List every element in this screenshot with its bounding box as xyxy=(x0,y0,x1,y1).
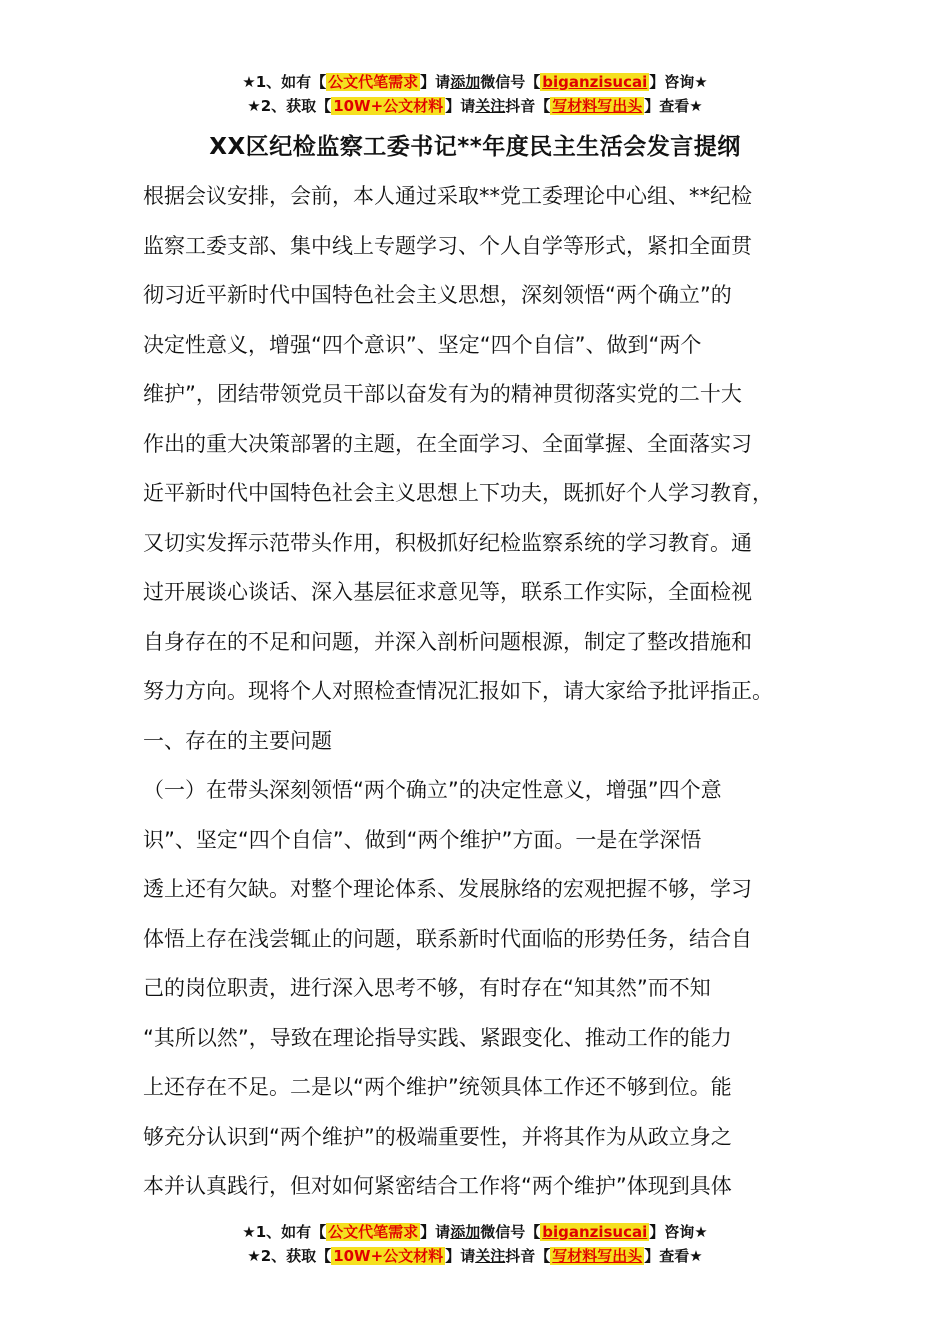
body-line: 本并认真践行，但对如何紧密结合工作将“两个维护”体现到具体 xyxy=(143,1174,732,1198)
promo-text: ★1、如有【 xyxy=(242,1223,327,1241)
body-line: 够充分认识到“两个维护”的极端重要性，并将其作为从政立身之 xyxy=(143,1124,732,1149)
document-title: XX区纪检监察工委书记**年度民主生活会发言提纲 xyxy=(209,134,741,160)
body-line: “其所以然”，导致在理论指导实践、紧跟变化、推动工作的能力 xyxy=(143,1025,732,1050)
promo-text: 】请 xyxy=(445,97,476,115)
body-line: 维护”，团结带领党员干部以奋发有为的精神贯彻落实党的二十大 xyxy=(143,382,742,406)
promo-text: ★2、获取【 xyxy=(247,1247,332,1265)
douyin-id-highlight: 写材料写出头 xyxy=(552,1247,643,1265)
promo-text: 】查看★ xyxy=(644,97,703,115)
promo-highlight: 10W+公文材料 xyxy=(333,97,444,115)
body-line: 近平新时代中国特色社会主义思想上下功夫，既抓好个人学习教育， xyxy=(143,481,773,505)
promo-line-1 xyxy=(0,70,950,94)
promo-underlined: 关注 xyxy=(475,1247,506,1265)
body-line: 上还存在不足。二是以“两个维护”统领具体工作还不够到位。能 xyxy=(143,1075,732,1099)
promo-text: 】查看★ xyxy=(644,1247,703,1265)
promo-banner-bottom xyxy=(0,1220,950,1268)
wechat-id-highlight: biganzisucai xyxy=(542,73,648,91)
douyin-id-highlight: 写材料写出头 xyxy=(552,97,643,115)
body-line: 透上还有欠缺。对整个理论体系、发展脉络的宏观把握不够，学习 xyxy=(143,877,752,901)
body-line: 过开展谈心谈话、深入基层征求意见等，联系工作实际，全面检视 xyxy=(143,580,752,604)
promo-line-1 xyxy=(0,1220,950,1244)
promo-text: ★2、获取【 xyxy=(247,97,332,115)
promo-text: 】请 xyxy=(445,1247,476,1265)
body-line: 又切实发挥示范带头作用，积极抓好纪检监察系统的学习教育。通 xyxy=(143,530,752,555)
wechat-id-highlight: biganzisucai xyxy=(542,1223,648,1241)
document-body xyxy=(143,172,833,1212)
promo-text: 微信号【 xyxy=(480,73,541,91)
promo-text: 】咨询★ xyxy=(649,1223,708,1241)
body-line: （一）在带头深刻领悟“两个确立”的决定性意义，增强”四个意 xyxy=(143,778,722,802)
body-line: 监察工委支部、集中线上专题学习、个人自学等形式，紧扣全面贯 xyxy=(143,233,752,258)
body-line: 体悟上存在浅尝辄止的问题，联系新时代面临的形势任务，结合自 xyxy=(143,926,752,951)
body-line: 努力方向。现将个人对照检查情况汇报如下，请大家给予批评指正。 xyxy=(143,679,773,703)
promo-text: 】请 xyxy=(420,73,451,91)
promo-highlight: 10W+公文材料 xyxy=(333,1247,444,1265)
body-line: 作出的重大决策部署的主题，在全面学习、全面掌握、全面落实习 xyxy=(143,431,752,456)
body-line: 根据会议安排，会前，本人通过采取**党工委理论中心组、**纪检 xyxy=(143,184,752,208)
promo-text: 抖音【 xyxy=(505,97,551,115)
body-line: 自身存在的不足和问题，并深入剖析问题根源，制定了整改措施和 xyxy=(143,629,752,654)
body-line: 决定性意义，增强“四个意识”、坚定“四个自信”、做到“两个 xyxy=(143,332,702,357)
promo-underlined: 添加 xyxy=(450,73,481,91)
promo-underlined: 添加 xyxy=(450,1223,481,1241)
promo-text: 】请 xyxy=(420,1223,451,1241)
promo-text: ★1、如有【 xyxy=(242,73,327,91)
promo-underlined: 关注 xyxy=(475,97,506,115)
promo-highlight: 公文代笔需求 xyxy=(328,73,419,91)
promo-highlight: 公文代笔需求 xyxy=(328,1223,419,1241)
promo-line-2 xyxy=(0,94,950,118)
promo-line-2 xyxy=(0,1244,950,1268)
promo-text: 】咨询★ xyxy=(649,73,708,91)
promo-text: 抖音【 xyxy=(505,1247,551,1265)
promo-text: 微信号【 xyxy=(480,1223,541,1241)
promo-banner-top xyxy=(0,70,950,118)
body-line: 己的岗位职责，进行深入思考不够，有时存在“知其然”而不知 xyxy=(143,976,711,1000)
section-heading: 一、存在的主要问题 xyxy=(143,728,332,753)
body-line: 彻习近平新时代中国特色社会主义思想，深刻领悟“两个确立”的 xyxy=(143,283,732,307)
body-line: 识”、坚定“四个自信”、做到“两个维护”方面。一是在学深悟 xyxy=(143,827,702,852)
